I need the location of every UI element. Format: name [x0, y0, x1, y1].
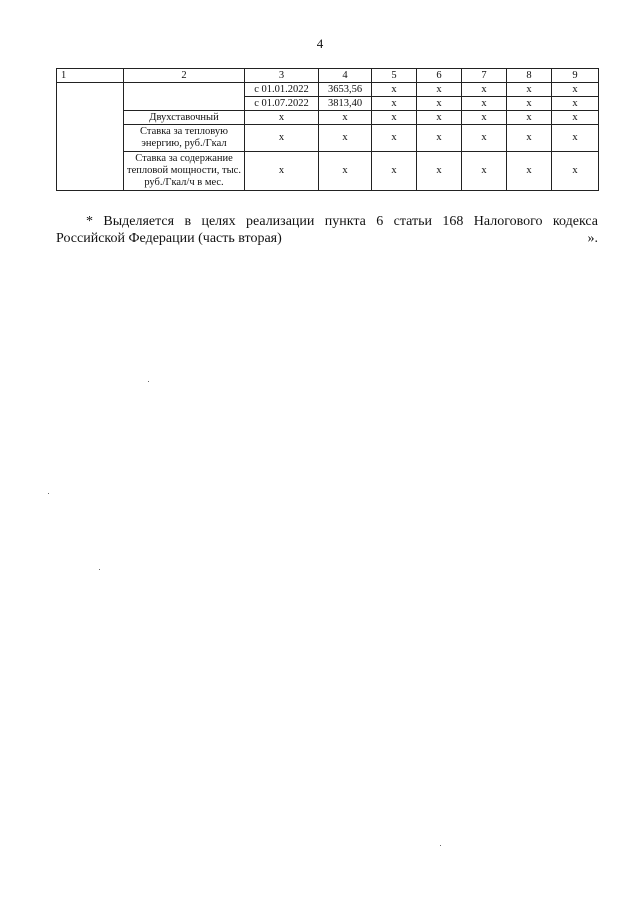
header-cell-3: 3	[245, 69, 319, 83]
header-cell-5: 5	[372, 69, 417, 83]
tariff-type-cell: Двухставочный	[124, 111, 245, 125]
header-cell-6: 6	[417, 69, 462, 83]
table-cell: x	[417, 111, 462, 125]
table-cell: x	[552, 152, 599, 191]
header-cell-8: 8	[507, 69, 552, 83]
table-cell: x	[552, 111, 599, 125]
rate-label-cell: Ставка за тепловую энергию, руб./Гкал	[124, 125, 245, 152]
table-cell: x	[319, 111, 372, 125]
table-cell: x	[245, 111, 319, 125]
footnote-line-1: * Выделяется в целях реализации пункта 6 статьи 168 Налогового кодекса	[86, 214, 598, 229]
table-cell: x	[507, 125, 552, 152]
period-cell: с 01.07.2022	[245, 97, 319, 111]
footnote	[56, 213, 598, 247]
table-cell: x	[372, 152, 417, 191]
table-cell: x	[372, 97, 417, 111]
table-header-row	[57, 69, 599, 83]
table-cell: x	[462, 97, 507, 111]
table-cell: x	[552, 125, 599, 152]
table-cell: x	[245, 152, 319, 191]
merged-cell-col2	[124, 83, 245, 111]
table-row	[57, 125, 599, 152]
table-cell: x	[507, 111, 552, 125]
table-cell: x	[319, 125, 372, 152]
scan-speck	[99, 569, 100, 570]
scan-speck	[440, 845, 441, 846]
scan-speck	[148, 381, 149, 382]
table-cell: x	[417, 83, 462, 97]
period-cell: с 01.01.2022	[245, 83, 319, 97]
closing-quote: ».	[587, 231, 598, 246]
table-cell: x	[462, 152, 507, 191]
table-cell: x	[507, 152, 552, 191]
table-row	[57, 83, 599, 97]
scan-speck	[48, 493, 49, 494]
header-cell-7: 7	[462, 69, 507, 83]
table-cell: x	[245, 125, 319, 152]
table-cell: x	[417, 97, 462, 111]
header-cell-2: 2	[124, 69, 245, 83]
table-row	[57, 152, 599, 191]
table-cell: x	[507, 83, 552, 97]
table-cell: x	[417, 125, 462, 152]
table-cell: x	[507, 97, 552, 111]
table-cell: x	[417, 152, 462, 191]
header-cell-1: 1	[57, 69, 124, 83]
table-cell: x	[319, 152, 372, 191]
table-cell: x	[372, 83, 417, 97]
table-cell: x	[372, 125, 417, 152]
table-cell: x	[552, 83, 599, 97]
table-cell: x	[462, 83, 507, 97]
header-cell-9: 9	[552, 69, 599, 83]
header-cell-4: 4	[319, 69, 372, 83]
value-cell: 3653,56	[319, 83, 372, 97]
footnote-line-2-text: Российской Федерации (часть вторая)	[56, 231, 282, 246]
table-cell: x	[552, 97, 599, 111]
table-cell: x	[372, 111, 417, 125]
table-cell: x	[462, 111, 507, 125]
merged-cell-col1	[57, 83, 124, 191]
table-row	[57, 111, 599, 125]
page-number: 4	[316, 36, 324, 51]
tariff-table	[56, 68, 599, 191]
footnote-line-2	[56, 230, 598, 247]
table-cell: x	[462, 125, 507, 152]
value-cell: 3813,40	[319, 97, 372, 111]
rate-label-cell: Ставка за содержание тепловой мощности, тыс. руб./Гкал/ч в мес.	[124, 152, 245, 191]
